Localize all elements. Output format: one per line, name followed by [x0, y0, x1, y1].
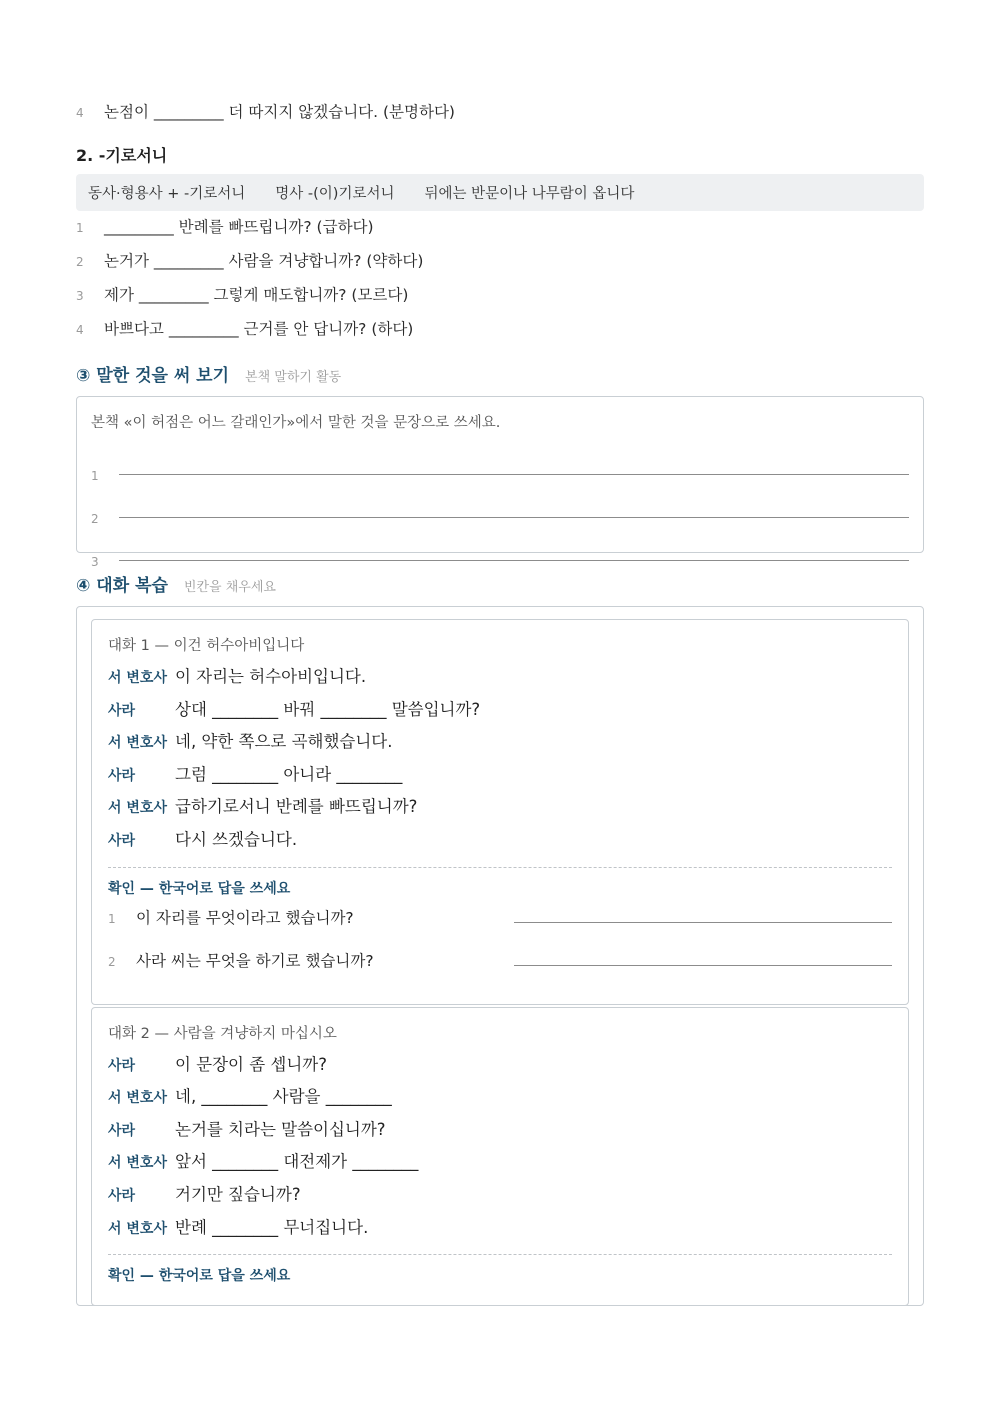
exercise-item: [76, 283, 924, 317]
dialogue-line: [108, 1148, 892, 1181]
writing-instruction: 본책 «이 허점은 어느 갈래인가»에서 말한 것을 문장으로 쓰세요.: [91, 415, 501, 431]
utterance: 네, 약한 쪽으로 곡해했습니다.: [175, 732, 393, 752]
question-text: 이 자리를 무엇이라고 했습니까?: [136, 908, 354, 927]
check-title: 확인 — 한국어로 답을 쓰세요: [108, 880, 291, 897]
section-heading: [76, 571, 924, 596]
speaker: 사라: [108, 1122, 136, 1139]
exercise-item: [76, 215, 924, 249]
item-number: 1: [76, 221, 84, 235]
section-title: 2. -기로서니: [76, 146, 168, 165]
speaker: 서 변호사: [108, 735, 167, 752]
answer-line[interactable]: [119, 559, 909, 561]
dialogue-line: [108, 1116, 892, 1149]
dialogue-line: [108, 728, 892, 761]
section-title: ④ 대화 복습: [76, 576, 168, 596]
writing-box: [76, 396, 924, 569]
dialogue-line: [108, 1214, 892, 1247]
dialogue-line: [108, 761, 892, 794]
worksheet-page: [76, 100, 924, 1311]
divider: [108, 1254, 892, 1255]
divider: [108, 867, 892, 868]
rule-text: 뒤에는 반문이나 나무람이 옵니다: [424, 186, 635, 202]
dialogue-line: [108, 663, 892, 696]
check-title: 확인 — 한국어로 답을 쓰세요: [108, 1268, 291, 1285]
question-row: [108, 949, 892, 992]
question-row: [108, 906, 892, 949]
grammar-rule-box: [76, 174, 924, 211]
dialogue-card: [91, 619, 909, 1005]
utterance: 반례 ________ 무너집니다.: [175, 1217, 369, 1237]
utterance: 그럼 ________ 아니라 ________: [175, 764, 403, 784]
dialogue-title: 대화 1 — 이건 허수아비입니다: [108, 638, 305, 654]
line-number: 2: [91, 512, 99, 526]
item-number: 2: [76, 255, 84, 269]
utterance: 상대 ________ 바꿔 ________ 말씀입니까?: [175, 699, 481, 719]
dialogue-line: [108, 793, 892, 826]
writing-line[interactable]: [91, 532, 909, 575]
item-number: 4: [76, 106, 84, 120]
utterance: 앞서 ________ 대전제가 ________: [175, 1152, 419, 1172]
item-text: 제가 _________ 그렇게 매도합니까? (모르다): [104, 286, 409, 304]
answer-line[interactable]: [514, 953, 892, 966]
speaker: 사라: [108, 702, 136, 719]
rule-text: 동사·형용사 + -기로서니: [88, 186, 246, 202]
dialogue-review-box: [76, 606, 924, 1306]
speaker: 서 변호사: [108, 800, 167, 817]
utterance: 네, ________ 사람을 ________: [175, 1087, 392, 1107]
utterance: 이 자리는 허수아비입니다.: [175, 667, 367, 686]
section-title: ③ 말한 것을 써 보기: [76, 366, 230, 386]
speaker: 서 변호사: [108, 1155, 167, 1172]
exercise-item: [76, 249, 924, 283]
speaker: 서 변호사: [108, 1090, 167, 1107]
writing-line[interactable]: [91, 489, 909, 532]
item-text: 논거가 _________ 사람을 겨냥합니까? (약하다): [104, 252, 424, 270]
speaker: 사라: [108, 1057, 136, 1074]
rule-text: 명사 -(이)기로서니: [275, 186, 395, 202]
question-number: 2: [108, 954, 116, 969]
exercise-item: [76, 100, 924, 134]
item-text: _________ 반례를 빠뜨립니까? (급하다): [104, 218, 374, 236]
utterance: 다시 쓰겠습니다.: [175, 829, 298, 849]
dialogue-line: [108, 826, 892, 859]
utterance: 거기만 짚습니까?: [175, 1184, 301, 1204]
exercise-item: [76, 317, 924, 351]
section-subtitle: 본책 말하기 활동: [245, 370, 342, 385]
utterance: 이 문장이 좀 셉니까?: [175, 1054, 328, 1074]
answer-line[interactable]: [119, 516, 909, 518]
speaker: 사라: [108, 1187, 136, 1204]
section-heading: [76, 361, 924, 386]
speaker: 사라: [108, 832, 136, 849]
dialogue-line: [108, 1051, 892, 1084]
dialogue-line: [108, 1083, 892, 1116]
speaker: 사라: [108, 767, 136, 784]
item-number: 4: [76, 323, 84, 337]
line-number: 1: [91, 469, 99, 483]
question-number: 1: [108, 911, 116, 926]
item-text: 논점이 _________ 더 따지지 않겠습니다. (분명하다): [104, 103, 455, 121]
speaker: 서 변호사: [108, 670, 167, 686]
writing-line[interactable]: [91, 446, 909, 489]
question-text: 사라 씨는 무엇을 하기로 했습니까?: [136, 951, 374, 970]
utterance: 급하기로서니 반례를 빠뜨립니까?: [175, 797, 418, 817]
dialogue-line: [108, 696, 892, 729]
answer-line[interactable]: [119, 473, 909, 475]
item-text: 바쁘다고 _________ 근거를 안 답니까? (하다): [104, 320, 414, 338]
answer-line[interactable]: [514, 910, 892, 923]
speaker: 서 변호사: [108, 1220, 167, 1237]
dialogue-title: 대화 2 — 사람을 겨냥하지 마십시오: [108, 1025, 337, 1042]
utterance: 논거를 치라는 말씀이십니까?: [175, 1119, 386, 1139]
line-number: 3: [91, 555, 99, 569]
dialogue-card: [91, 1007, 909, 1307]
item-number: 3: [76, 289, 84, 303]
dialogue-line: [108, 1181, 892, 1214]
section-subtitle: 빈칸을 채우세요: [183, 580, 276, 595]
